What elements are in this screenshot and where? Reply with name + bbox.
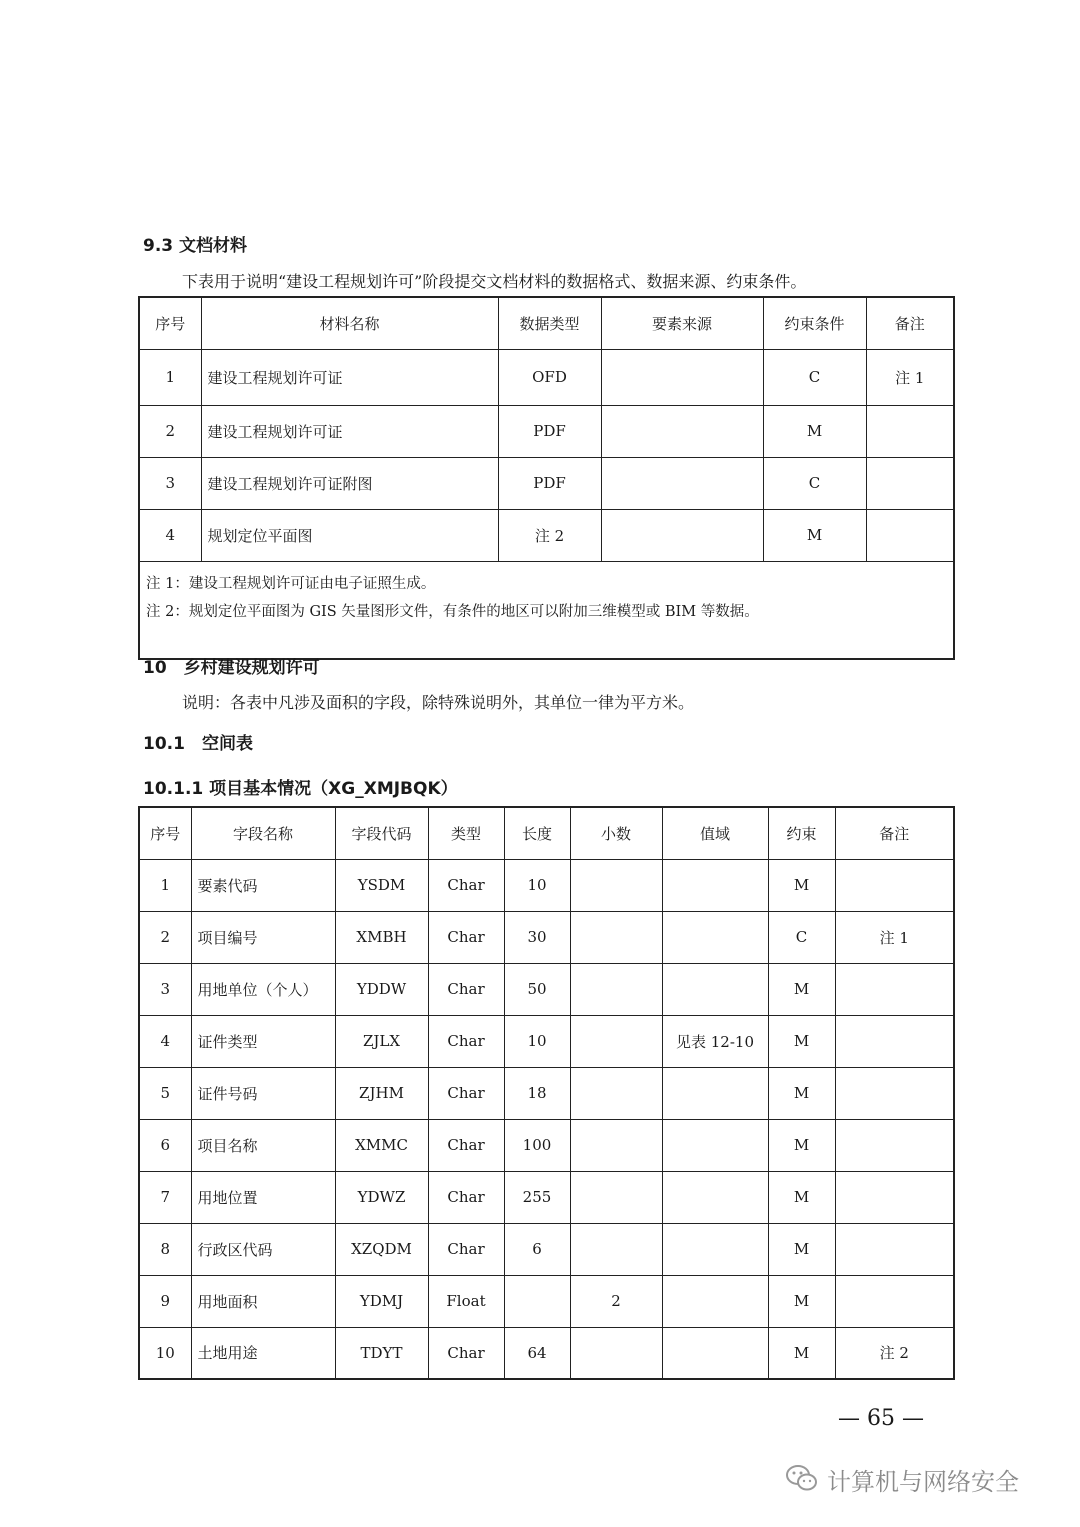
table-cell: Char [428, 859, 504, 911]
table-cell [662, 1327, 768, 1379]
table-cell: 50 [504, 963, 570, 1015]
table-cell [570, 911, 662, 963]
table-cell: Char [428, 1015, 504, 1067]
table-row [139, 1067, 954, 1119]
table-cell [662, 1067, 768, 1119]
table-cell: PDF [498, 457, 601, 509]
table-cell: PDF [498, 405, 601, 457]
table-cell: 10 [504, 1015, 570, 1067]
table-notes [139, 561, 954, 659]
table-cell: 见表 12-10 [662, 1015, 768, 1067]
table-cell: XZQDM [335, 1223, 428, 1275]
table-row [139, 1275, 954, 1327]
watermark [785, 1462, 1019, 1497]
column-header: 约束 [768, 807, 835, 859]
column-header: 序号 [139, 297, 201, 349]
table-cell: YDMJ [335, 1275, 428, 1327]
table-cell: OFD [498, 349, 601, 405]
table-cell: 10 [139, 1327, 191, 1379]
table-cell: 255 [504, 1171, 570, 1223]
table-cell: 9 [139, 1275, 191, 1327]
table-cell [835, 1223, 954, 1275]
table-cell: 64 [504, 1327, 570, 1379]
table-cell [662, 1171, 768, 1223]
table-cell [570, 1067, 662, 1119]
table-cell: 注 1 [866, 349, 954, 405]
table-cell: 注 2 [835, 1327, 954, 1379]
table-cell [570, 963, 662, 1015]
table-cell: ZJHM [335, 1067, 428, 1119]
table-cell: M [768, 1223, 835, 1275]
table-cell [570, 1015, 662, 1067]
table-cell [601, 509, 763, 561]
table-row [139, 1327, 954, 1379]
table-cell: YSDM [335, 859, 428, 911]
table-cell: M [768, 1067, 835, 1119]
table-cell: 项目名称 [191, 1119, 335, 1171]
table-cell: 注 1 [835, 911, 954, 963]
table-cell: 要素代码 [191, 859, 335, 911]
table-cell: 8 [139, 1223, 191, 1275]
table-cell [866, 509, 954, 561]
table-cell: 7 [139, 1171, 191, 1223]
column-header: 要素来源 [601, 297, 763, 349]
table-cell [504, 1275, 570, 1327]
table-cell [835, 1119, 954, 1171]
section-heading-9-3: 9.3 文档材料 [143, 236, 248, 256]
table-cell: TDYT [335, 1327, 428, 1379]
table-cell: M [768, 1327, 835, 1379]
table-cell: YDDW [335, 963, 428, 1015]
note-line: 注 1：建设工程规划许可证由电子证照生成。 [146, 575, 436, 592]
table-cell: Float [428, 1275, 504, 1327]
table-cell [662, 963, 768, 1015]
table-cell [662, 859, 768, 911]
table-cell [601, 457, 763, 509]
table-cell: Char [428, 1223, 504, 1275]
table-cell: 建设工程规划许可证 [201, 405, 498, 457]
table-cell [835, 1171, 954, 1223]
document-materials-table [138, 296, 955, 660]
table-cell [662, 1223, 768, 1275]
table-cell: YDWZ [335, 1171, 428, 1223]
table-cell: 3 [139, 457, 201, 509]
table-cell: 证件号码 [191, 1067, 335, 1119]
table-cell [835, 963, 954, 1015]
table-cell: ZJLX [335, 1015, 428, 1067]
table-cell [662, 1275, 768, 1327]
table-cell: 证件类型 [191, 1015, 335, 1067]
table-cell: 项目编号 [191, 911, 335, 963]
table-cell: 规划定位平面图 [201, 509, 498, 561]
table-header-row [139, 297, 954, 349]
table-cell: 用地位置 [191, 1171, 335, 1223]
table-cell: 10 [504, 859, 570, 911]
table-cell [866, 457, 954, 509]
page-number: — 65 — [838, 1406, 924, 1431]
table-cell: 土地用途 [191, 1327, 335, 1379]
table-cell: 4 [139, 509, 201, 561]
table-cell [866, 405, 954, 457]
table-cell: 30 [504, 911, 570, 963]
table-cell: 注 2 [498, 509, 601, 561]
column-header: 类型 [428, 807, 504, 859]
table-cell [835, 1015, 954, 1067]
table-cell: 100 [504, 1119, 570, 1171]
table-cell [601, 349, 763, 405]
table-cell [662, 1119, 768, 1171]
table-cell: 3 [139, 963, 191, 1015]
table-cell: 2 [570, 1275, 662, 1327]
table-row [139, 405, 954, 457]
table-cell [601, 405, 763, 457]
table-cell: M [768, 859, 835, 911]
section-heading-10-1: 10.1 空间表 [143, 734, 253, 754]
column-header: 数据类型 [498, 297, 601, 349]
watermark-text: 计算机与网络安全 [827, 1468, 1019, 1496]
table-row [139, 1119, 954, 1171]
table-cell: 用地面积 [191, 1275, 335, 1327]
section-intro-10: 说明：各表中凡涉及面积的字段，除特殊说明外，其单位一律为平方米。 [182, 693, 695, 712]
table-cell: 1 [139, 859, 191, 911]
wechat-icon [785, 1463, 819, 1497]
table-cell [570, 1119, 662, 1171]
table-row [139, 457, 954, 509]
table-cell: C [768, 911, 835, 963]
table-cell: Char [428, 1327, 504, 1379]
table-cell [835, 859, 954, 911]
table-cell: 2 [139, 911, 191, 963]
table-cell: 建设工程规划许可证附图 [201, 457, 498, 509]
table-cell: M [763, 509, 866, 561]
table-cell: M [768, 963, 835, 1015]
note-line: 注 2：规划定位平面图为 GIS 矢量图形文件，有条件的地区可以附加三维模型或 BIM 等数据。 [146, 603, 759, 620]
table-cell: 建设工程规划许可证 [201, 349, 498, 405]
column-header: 材料名称 [201, 297, 498, 349]
table-cell: M [768, 1275, 835, 1327]
table-row [139, 1223, 954, 1275]
table-row [139, 911, 954, 963]
table-cell [835, 1275, 954, 1327]
table-cell: 18 [504, 1067, 570, 1119]
table-row [139, 1171, 954, 1223]
table-cell: 4 [139, 1015, 191, 1067]
table-cell: 行政区代码 [191, 1223, 335, 1275]
table-notes-row [139, 561, 954, 659]
table-cell: Char [428, 1119, 504, 1171]
column-header: 字段名称 [191, 807, 335, 859]
table-row [139, 859, 954, 911]
table-cell: Char [428, 1067, 504, 1119]
table-cell [570, 1171, 662, 1223]
table-cell: XMBH [335, 911, 428, 963]
table-cell: 6 [504, 1223, 570, 1275]
table-row [139, 963, 954, 1015]
table-cell: M [768, 1171, 835, 1223]
table-cell: Char [428, 963, 504, 1015]
table-cell: M [768, 1015, 835, 1067]
table-cell: C [763, 349, 866, 405]
column-header: 备注 [835, 807, 954, 859]
table-cell [662, 911, 768, 963]
table-cell [570, 859, 662, 911]
column-header: 小数 [570, 807, 662, 859]
table-cell: 用地单位（个人） [191, 963, 335, 1015]
table-cell [835, 1067, 954, 1119]
table-row [139, 509, 954, 561]
table-cell: M [768, 1119, 835, 1171]
table-cell: 2 [139, 405, 201, 457]
table-cell [570, 1327, 662, 1379]
table-cell: Char [428, 911, 504, 963]
column-header: 值域 [662, 807, 768, 859]
column-header: 序号 [139, 807, 191, 859]
project-basic-info-table [138, 806, 955, 1380]
column-header: 长度 [504, 807, 570, 859]
column-header: 约束条件 [763, 297, 866, 349]
section-intro-9-3: 下表用于说明“建设工程规划许可”阶段提交文档材料的数据格式、数据来源、约束条件。 [182, 272, 807, 291]
table-cell: M [763, 405, 866, 457]
table-cell: 1 [139, 349, 201, 405]
column-header: 备注 [866, 297, 954, 349]
table-row [139, 349, 954, 405]
table-cell: C [763, 457, 866, 509]
table-cell: Char [428, 1171, 504, 1223]
table-cell [570, 1223, 662, 1275]
table-cell: 5 [139, 1067, 191, 1119]
table-cell: 6 [139, 1119, 191, 1171]
table-header-row [139, 807, 954, 859]
section-heading-10-1-1: 10.1.1 项目基本情况（XG_XMJBQK） [143, 779, 458, 799]
section-heading-10: 10 乡村建设规划许可 [143, 658, 320, 678]
column-header: 字段代码 [335, 807, 428, 859]
table-cell: XMMC [335, 1119, 428, 1171]
table-row [139, 1015, 954, 1067]
